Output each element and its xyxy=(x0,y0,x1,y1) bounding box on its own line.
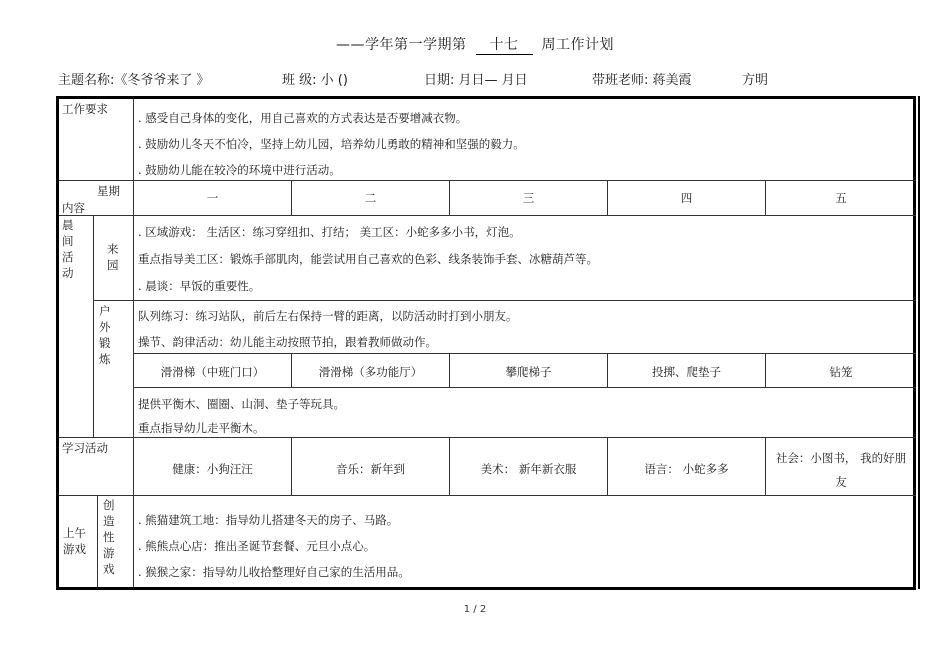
learning-activity-label: 学习活动 xyxy=(62,441,108,455)
outdoor-exercise-label: 户外锻炼 xyxy=(99,304,111,366)
page-number: 1 / 2 xyxy=(463,604,487,615)
outdoor-tue: 滑滑梯（多功能厅） xyxy=(318,365,423,379)
outdoor-line: 重点指导幼儿走平衡木。 xyxy=(138,421,265,435)
weekday-tue: 二 xyxy=(364,191,377,205)
bottom-border-mark xyxy=(56,587,96,590)
outdoor-mon: 滑滑梯（中班门口） xyxy=(160,365,265,379)
games-line: . 熊猫建筑工地：指导幼儿搭建冬天的房子、马路。 xyxy=(138,513,399,527)
requirement-item: . 感受自己身体的变化，用自己喜欢的方式表达是否要增减衣物。 xyxy=(138,111,468,125)
arrival-line: . 晨谈：早饭的重要性。 xyxy=(138,279,261,293)
outdoor-line: 队列练习：练习站队，前后左右保持一臂的距离，以防活动时打到小朋友。 xyxy=(138,309,518,323)
weekday-thu: 四 xyxy=(680,191,693,205)
class-name: 班 级: 小 () xyxy=(282,73,348,88)
title-prefix: ——学年第一学期第 xyxy=(336,37,467,53)
weekday-wed: 三 xyxy=(522,191,535,205)
arrival-label: 来园 xyxy=(107,242,119,272)
learning-fri-line1: 社会：小图书， 我的好朋 xyxy=(775,451,907,465)
learning-fri-line2: 友 xyxy=(835,475,847,489)
weekday-corner-bottom: 内容 xyxy=(62,201,85,215)
requirement-item: . 鼓励幼儿能在较冷的环境中进行活动。 xyxy=(138,163,341,177)
games-line: . 猴猴之家：指导幼儿收拾整理好自己家的生活用品。 xyxy=(138,565,410,579)
morning-games-label: 上午游戏 xyxy=(63,526,86,556)
weekday-fri: 五 xyxy=(835,191,847,205)
theme-name: 主题名称:《冬爷爷来了 》 xyxy=(58,73,210,88)
outdoor-line: 提供平衡木、圈圈、山洞、垫子等玩具。 xyxy=(138,397,345,411)
plan-table xyxy=(56,96,916,590)
teacher-name-2: 方明 xyxy=(742,73,769,88)
page-title xyxy=(0,34,950,55)
outdoor-thu: 投掷、爬垫子 xyxy=(652,365,721,379)
requirements-label: 工作要求 xyxy=(62,102,108,116)
week-number: 十七 xyxy=(476,34,533,55)
creative-games-label: 创造性游戏 xyxy=(103,498,115,576)
outdoor-wed: 攀爬梯子 xyxy=(505,365,552,379)
outdoor-line: 操节、韵律活动：幼儿能主动按照节拍，跟着教师做动作。 xyxy=(138,335,437,349)
morning-activity-label: 晨间活动 xyxy=(62,218,74,280)
title-suffix: 周工作计划 xyxy=(541,37,614,53)
weekday-corner-top: 星期 xyxy=(97,184,120,198)
teacher-name: 带班老师: 蒋美霞 xyxy=(592,73,692,88)
arrival-line: 重点指导美工区：锻炼手部肌肉，能尝试用自己喜欢的色彩、线条装饰手套、冰糖葫芦等。 xyxy=(138,252,598,266)
learning-wed: 美术： 新年新衣服 xyxy=(480,462,577,476)
learning-tue: 音乐：新年到 xyxy=(336,462,405,476)
date-range: 日期: 月日— 月日 xyxy=(424,73,528,88)
learning-thu: 语言： 小蛇多多 xyxy=(644,462,729,476)
arrival-line: . 区域游戏： 生活区：练习穿纽扣、打结； 美工区：小蛇多多小书，灯泡。 xyxy=(138,225,521,239)
requirement-item: . 鼓励幼儿冬天不怕冷，坚持上幼儿园，培养幼儿勇敢的精神和坚强的毅力。 xyxy=(138,137,525,151)
learning-mon: 健康：小狗汪汪 xyxy=(172,462,253,476)
games-line: . 熊熊点心店：推出圣诞节套餐、元旦小点心。 xyxy=(138,539,376,553)
weekday-mon: 一 xyxy=(206,191,219,205)
outdoor-fri: 钻笼 xyxy=(829,365,853,379)
